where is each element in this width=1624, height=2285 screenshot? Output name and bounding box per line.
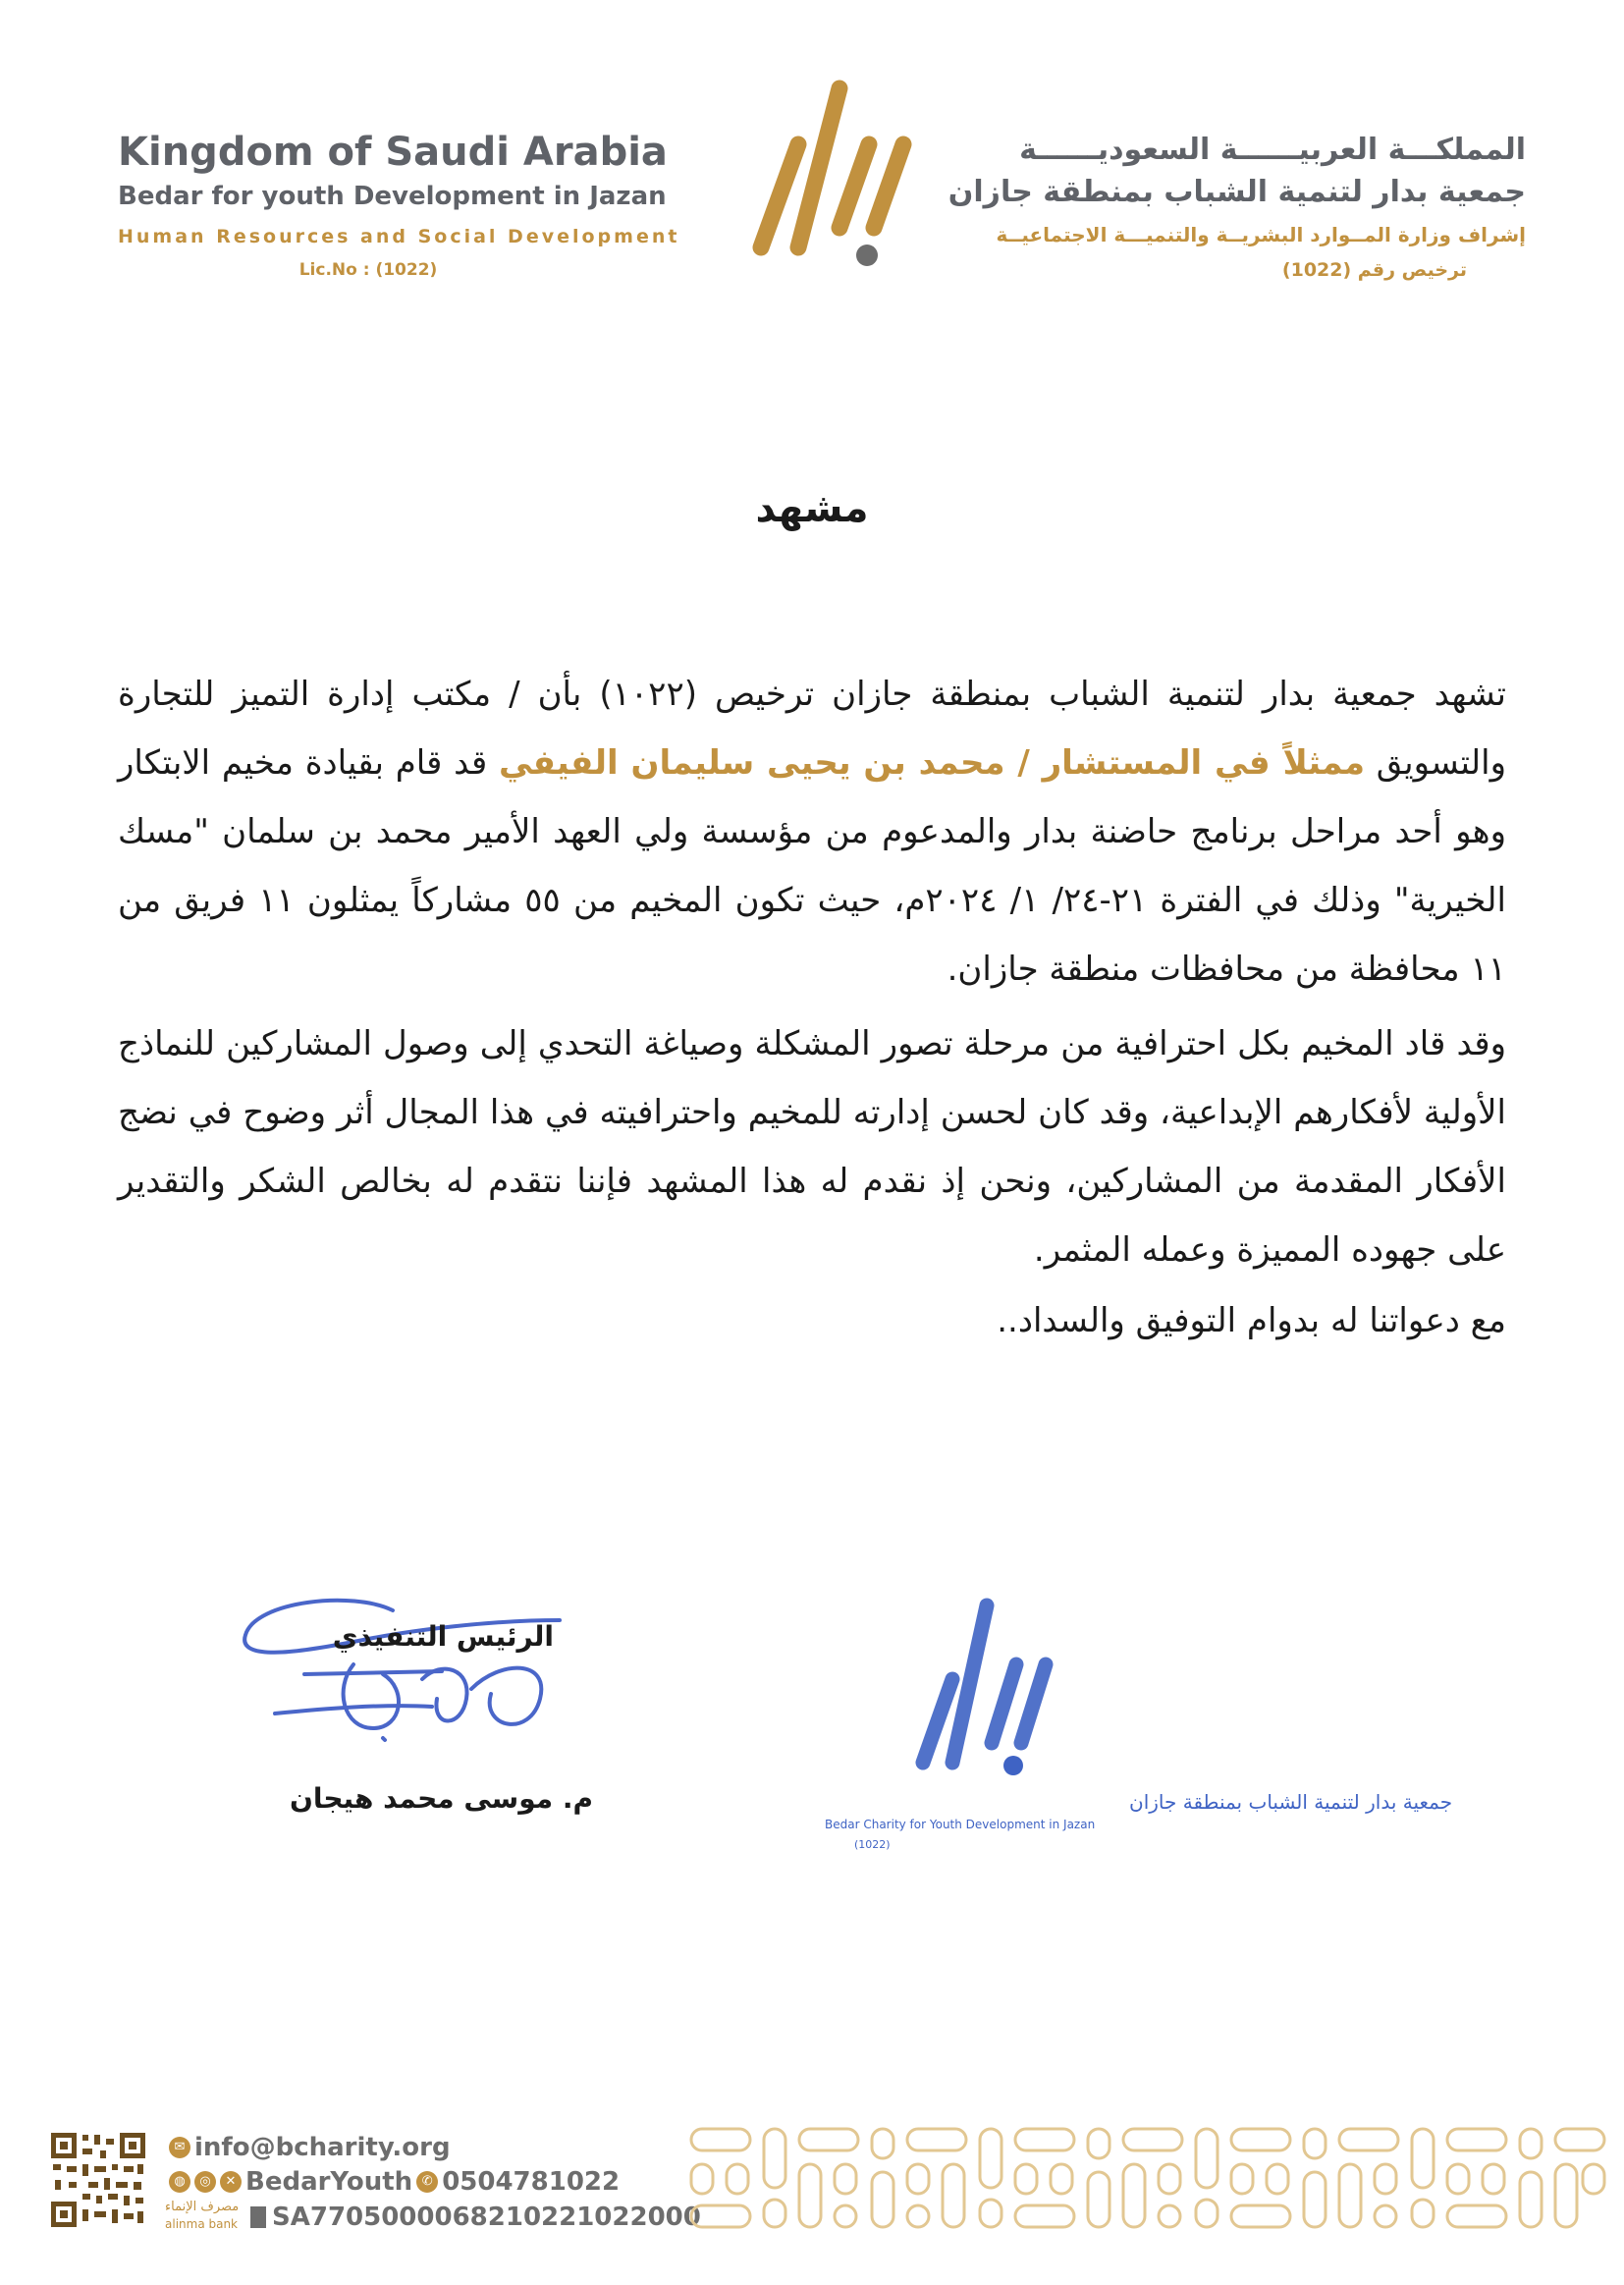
header-en-subtitle: Bedar for youth Development in Jazan bbox=[118, 182, 667, 211]
stamp-en-name: Bedar Charity for Youth Development in Jazan bbox=[825, 1818, 1096, 1831]
footer-social-handle: BedarYouth bbox=[245, 2167, 413, 2197]
header-ar-subtitle: جمعية بدار لتنمية الشباب بمنطقة جازان bbox=[947, 175, 1526, 209]
p1-text-b: قد قام بقيادة مخيم الابتكار وهو أحد مراحل برنامج حاضنة بدار والمدعوم من مؤسسة ولي العهد الأمير محمد بن سلمان "مسك الخيرية" وذلك في الفترة ٢١-٢٤/ ١/ ٢٠٢٤م، حيث تكون المخيم من ٥٥ مشاركاً يمثلون ١١ فريق من ١١ محافظة من محافظات منطقة جازان. bbox=[118, 743, 1506, 989]
footer-iban bbox=[250, 2203, 701, 2232]
footer-iban-text: SA7705000068210221022000 bbox=[272, 2203, 701, 2232]
body-paragraph-1 bbox=[118, 660, 1506, 1004]
snapchat-icon[interactable]: ◍ bbox=[169, 2171, 190, 2193]
header-ar-title: المملكـــة العربيــــــة السعوديــــــة bbox=[1019, 133, 1526, 167]
instagram-icon[interactable]: ◎ bbox=[194, 2171, 216, 2193]
handwritten-signature bbox=[236, 1581, 609, 1768]
qr-code-icon[interactable] bbox=[49, 2131, 147, 2229]
footer-social[interactable] bbox=[169, 2167, 620, 2197]
footer-email-text: info@bcharity.org bbox=[194, 2133, 451, 2162]
header-en-ministry: Human Resources and Social Development bbox=[118, 226, 680, 247]
body-paragraph-3: مع دعواتنا له بدوام التوفيق والسداد.. bbox=[997, 1301, 1506, 1340]
email-icon: ✉ bbox=[169, 2137, 190, 2158]
organization-stamp bbox=[805, 1591, 1453, 1876]
header-en-license: Lic.No : (1022) bbox=[298, 260, 438, 280]
header-ar-license: ترخيص رقم (1022) bbox=[1281, 259, 1467, 281]
p1-text-a: تشهد جمعية بدار لتنمية الشباب بمنطقة جازان ترخيص (١٠٢٢) بأن / مكتب إدارة التميز للتجارة والتسويق bbox=[118, 675, 1506, 783]
bank-name-ar: مصرف الإنماء bbox=[165, 2200, 240, 2214]
page-title: مشهد bbox=[755, 486, 869, 531]
stamp-ar-name: جمعية بدار لتنمية الشباب بمنطقة جازان bbox=[1129, 1790, 1453, 1814]
footer-phone: 0504781022 bbox=[442, 2167, 621, 2197]
header-ar-ministry: إشراف وزارة المــوارد البشريــة والتنميـــة الاجتماعيــة bbox=[996, 223, 1526, 246]
header-en-title: Kingdom of Saudi Arabia bbox=[118, 130, 668, 175]
bank-icon bbox=[250, 2206, 266, 2228]
footer-decorative-pattern bbox=[687, 2125, 1610, 2233]
signature-name: م. موسى محمد هيجان bbox=[289, 1782, 593, 1815]
stamp-license: (1022) bbox=[854, 1838, 891, 1851]
whatsapp-icon[interactable]: ✆ bbox=[416, 2171, 438, 2193]
body-paragraph-2: وقد قاد المخيم بكل احترافية من مرحلة تصور المشكلة وصياغة التحدي إلى وصول المشاركين للنماذج الأولية لأفكارهم الإبداعية، وقد كان لحسن إدارته للمخيم واحترافيته في هذا المجال أثر وضوح في نضج الأفكار المقدمة من المشاركين، ونحن إذ نقدم له هذا المشهد فإننا نتقدم له بخالص الشكر والتقدير على جهوده المميزة وعمله المثمر. bbox=[118, 1024, 1506, 1270]
signature-title: الرئيس التنفيذي bbox=[332, 1620, 554, 1653]
footer-email[interactable] bbox=[169, 2133, 451, 2162]
bank-name-en: alinma bank bbox=[165, 2217, 239, 2231]
p1-highlight: ممثلاً في المستشار / محمد بن يحيى سليمان الفيفي bbox=[499, 743, 1366, 783]
bedar-logo-icon bbox=[741, 81, 918, 267]
x-icon[interactable]: ✕ bbox=[220, 2171, 242, 2193]
